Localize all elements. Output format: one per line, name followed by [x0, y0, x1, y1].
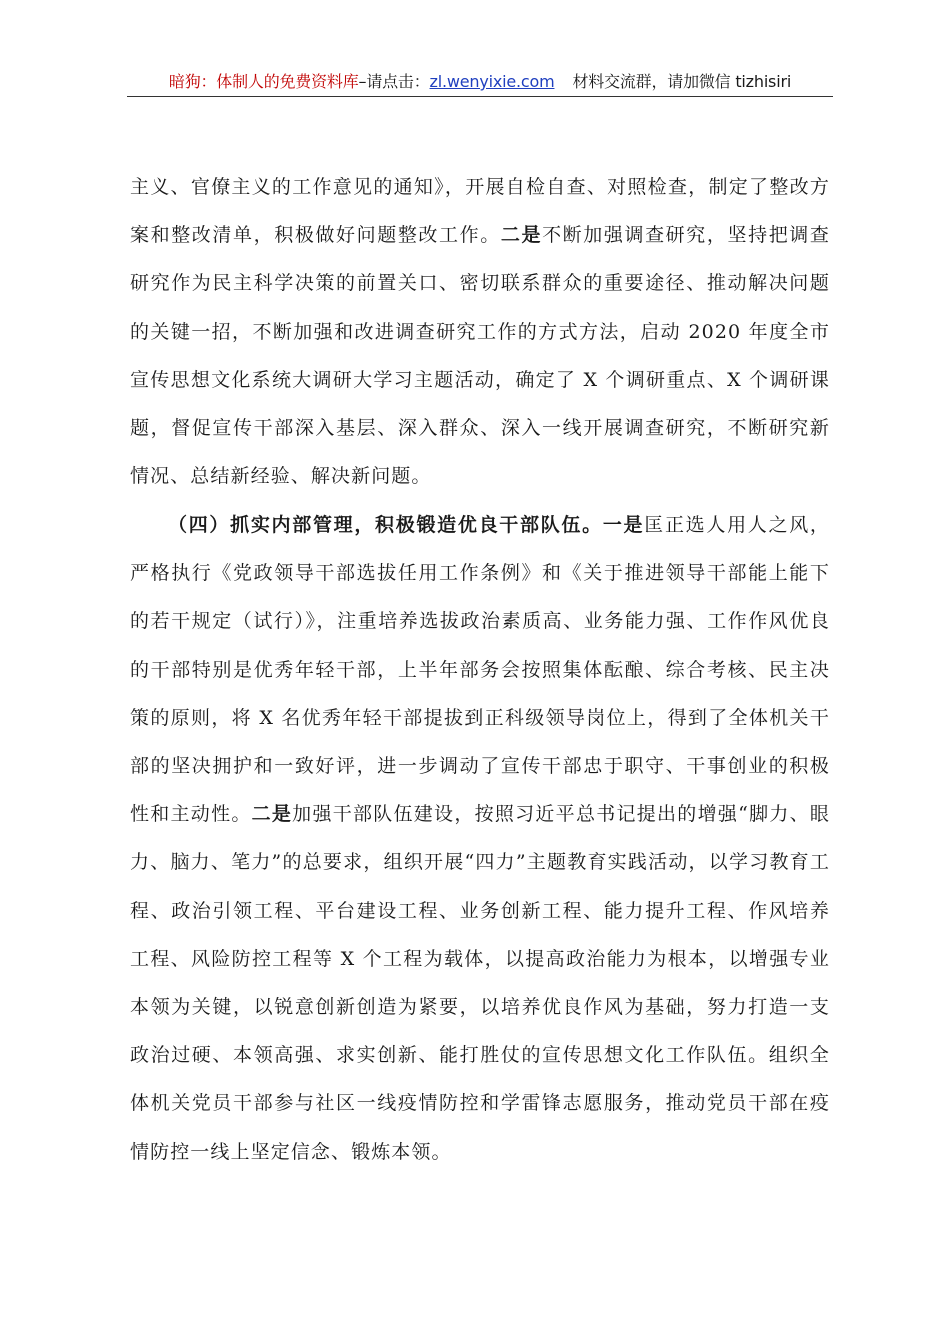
paragraph-1-text-a: 主义、官僚主义的工作意见的通知》，开展自检自查、对照检查，制定了整改方案和整改清单，积极做好问题整改工作。	[130, 176, 830, 247]
paragraph-2-lead-2: 二是	[251, 803, 293, 826]
paragraph-1-lead-2: 二是	[500, 224, 543, 247]
paragraph-2-text-b: 加强干部队伍建设，按照习近平总书记提出的增强“脚力、眼力、脑力、笔力”的总要求，组织开展“四力”主题教育实践活动，以学习教育工程、政治引领工程、平台建设工程、业务创新工程、能力提升工程、作风培养工程、风险防控工程等 X 个工程为载体，以提高政治能力为根本，以增强专业本领为关键，以锐意创新创造为紧要，以培养优良作风为基础，努力打造一支政治过硬、本领高强、求实创新、能打胜仗的宣传思想文化工作队伍。组织全体机关党员干部参与社区一线疫情防控和学雷锋志愿服务，推动党员干部在疫情防控一线上坚定信念、锻炼本领。	[130, 803, 830, 1163]
header-divider	[127, 96, 833, 97]
body-paragraph-1	[130, 163, 830, 500]
header-site-name: 暗狗：体制人的免费资料库	[168, 72, 359, 91]
header-url-link[interactable]: zl.wenyixie.com	[429, 72, 555, 91]
body-paragraph-2	[130, 501, 830, 1176]
paragraph-2-lead-1: 一是	[602, 514, 645, 536]
header-wechat-text: 材料交流群，请加微信 tizhisiri	[572, 72, 792, 91]
header-click-text: –请点击：	[358, 72, 430, 91]
paragraph-1-text-b: 不断加强调查研究，坚持把调查研究作为民主科学决策的前置关口、密切联系群众的重要途径、推动解决问题的关键一招，不断加强和改进调查研究工作的方式方法，启动 2020 年度全市宣传思想文化系统大调研大学习主题活动，确定了 X 个调研重点、X 个调研课题，督促宣传干部深入基层、深入群众、深入一线开展调查研究，不断研究新情况、总结新经验、解决新问题。	[130, 224, 830, 488]
section-heading-4: （四）抓实内部管理，积极锻造优良干部队伍。	[168, 514, 603, 536]
paragraph-2-text-a: 匡正选人用人之风，严格执行《党政领导干部选拔任用工作条例》和《关于推进领导干部能上能下的若干规定（试行）》，注重培养选拔政治素质高、业务能力强、工作作风优良的干部特别是优秀年轻干部，上半年部务会按照集体酝酿、综合考核、民主决策的原则，将 X 名优秀年轻干部提拔到正科级领导岗位上，得到了全体机关干部的坚决拥护和一致好评，进一步调动了宣传干部忠于职守、干事创业的积极性和主动性。	[130, 514, 830, 826]
page-header	[127, 70, 833, 94]
